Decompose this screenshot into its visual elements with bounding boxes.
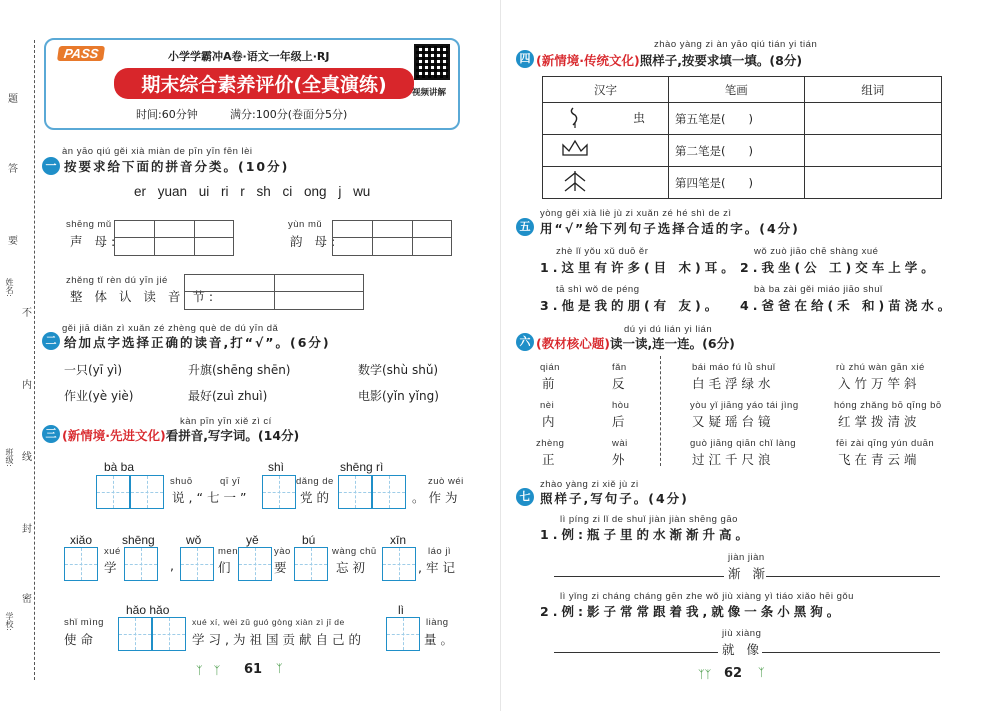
oracle-bone-mu-icon xyxy=(543,167,667,195)
q6-py: bái máo fú lǜ shuǐ xyxy=(692,362,776,373)
q6-phrase[interactable]: 红掌拨清波 xyxy=(838,414,921,429)
series-label: 小学学霸冲A卷·语文一年级上·RJ xyxy=(168,50,330,63)
q1-shengmu-pinyin: shēng mǔ xyxy=(66,219,112,230)
table-row xyxy=(543,103,942,135)
tianzige-box[interactable] xyxy=(338,475,372,509)
q3-text: 说,“七一” xyxy=(172,490,251,505)
q1-number: 一 xyxy=(42,157,60,175)
q6-title: 读一读,连一连。(6分) xyxy=(609,336,735,351)
q3-title: 看拼音,写字词。(14分) xyxy=(165,428,300,443)
table-header: 组词 xyxy=(804,77,941,103)
q6-py: rù zhú wàn gān xié xyxy=(836,362,925,373)
stroke-table xyxy=(542,76,942,199)
side-char: 封 xyxy=(22,524,32,535)
answer-line[interactable] xyxy=(554,576,724,577)
q2-title: 给加点字选择正确的读音,打“√”。(6分) xyxy=(64,335,331,350)
side-char: 要 xyxy=(8,236,18,247)
q6-word[interactable]: 外 xyxy=(612,452,629,467)
q7-w2-pinyin: jiù xiàng xyxy=(722,628,762,639)
q5-pinyin: yòng gěi xià liè jù zi xuǎn zé hé shì de zì xyxy=(540,208,732,219)
q6-py: guò jiāng qiān chǐ làng xyxy=(690,438,797,449)
q3-py: yě xyxy=(246,533,259,547)
sprout-icon: ᛉᛉ xyxy=(698,668,712,681)
q6-pinyin: dú yi dú lián yi lián xyxy=(624,324,713,335)
q4-number: 四 xyxy=(516,50,534,68)
tianzige-box[interactable] xyxy=(124,547,158,581)
cut-line xyxy=(34,40,35,680)
q3-py: shuō xyxy=(170,476,193,487)
q6-word[interactable]: 内 xyxy=(542,414,559,429)
q3-py: shēng rì xyxy=(340,460,384,474)
q7-example-2: 2.例:影子常常跟着我,就像一条小黑狗。 xyxy=(540,604,844,619)
q3-py: wàng chū xyxy=(332,546,377,557)
table-header: 汉字 xyxy=(543,77,669,103)
header-card xyxy=(44,38,460,130)
answer-line[interactable] xyxy=(554,652,718,653)
q5-s4-pinyin: bà ba zài gěi miáo jiāo shuǐ xyxy=(754,284,883,295)
q6-py: wài xyxy=(612,438,628,449)
q5-sentence-1[interactable]: 1.这里有许多(目 木)耳。 xyxy=(540,260,738,275)
side-char: 不 xyxy=(22,308,32,319)
word-cell[interactable] xyxy=(804,135,941,167)
q6-py: fēi zài qīng yún duān xyxy=(836,438,935,449)
q4-pinyin: zhào yàng zi àn yāo qiú tián yi tián xyxy=(654,39,818,50)
answer-line[interactable] xyxy=(762,652,940,653)
q3-py: shēng xyxy=(122,533,155,547)
sprout-icon: ᛉ ᛉ xyxy=(196,664,221,677)
q3-title-row xyxy=(62,426,299,444)
stroke-cell[interactable]: 第五笔是( ) xyxy=(668,103,804,135)
q7-w1-pinyin: jiàn jiàn xyxy=(728,552,765,563)
q1-shengmu-grid[interactable] xyxy=(114,220,234,256)
q3-py: men xyxy=(218,546,238,557)
q3-py: xiǎo xyxy=(70,533,93,547)
q5-s3-pinyin: tā shì wǒ de péng xyxy=(556,284,640,295)
answer-line[interactable] xyxy=(766,576,940,577)
q3-py: hǎo hǎo xyxy=(126,603,170,617)
q3-py: xīn xyxy=(390,533,407,547)
q3-tag: (新情境·先进文化) xyxy=(62,428,166,443)
q3-text: 。作为 xyxy=(412,490,462,505)
q3-py: shì xyxy=(268,460,285,474)
q3-py: lì xyxy=(398,603,404,617)
q6-word[interactable]: 正 xyxy=(542,452,559,467)
q3-py: liàng xyxy=(426,617,449,628)
q6-py: qián xyxy=(540,362,560,373)
q3-text: 党的 xyxy=(300,490,334,505)
q6-py: hòu xyxy=(612,400,630,411)
tianzige-box[interactable] xyxy=(386,617,420,651)
q6-py: nèi xyxy=(540,400,555,411)
tianzige-box[interactable] xyxy=(382,547,416,581)
q6-phrase[interactable]: 入竹万竿斜 xyxy=(838,376,921,391)
table-row xyxy=(543,167,942,199)
q3-text: 们 xyxy=(218,560,235,575)
sprout-icon: ᛉ xyxy=(276,662,283,675)
time-label: 时间:60分钟 xyxy=(136,108,198,121)
q5-s2-pinyin: wǒ zuò jiāo chē shàng xué xyxy=(754,246,879,257)
q3-py: qī yī xyxy=(220,476,241,487)
char-cell xyxy=(543,135,669,167)
q6-word[interactable]: 后 xyxy=(612,414,629,429)
q1-zhengti-grid[interactable] xyxy=(184,274,364,310)
word-cell[interactable] xyxy=(804,103,941,135)
q6-phrase[interactable]: 又疑瑶台镜 xyxy=(692,414,775,429)
table-header: 笔画 xyxy=(668,77,804,103)
q1-pinyin: àn yāo qiú gěi xià miàn de pīn yīn fēn lèi xyxy=(62,146,253,157)
q1-zhengti-label: 整 体 认 读 音 节: xyxy=(70,289,218,304)
score-label: 满分:100分(卷面分5分) xyxy=(230,108,348,121)
q3-py: wǒ xyxy=(186,533,202,547)
q6-word[interactable]: 反 xyxy=(612,376,629,391)
side-char: 内 xyxy=(22,380,32,391)
q3-text: ,牢记 xyxy=(418,560,459,575)
table-row xyxy=(543,135,942,167)
tianzige-box[interactable] xyxy=(372,475,406,509)
q7-word-2: 就 像 xyxy=(722,642,763,657)
name-label: 姓名: xyxy=(5,278,14,297)
q4-title: 照样子,按要求填一填。(8分) xyxy=(639,53,803,68)
q5-sentence-3[interactable]: 3.他是我的朋(有 友)。 xyxy=(540,298,722,313)
school-label: 学校: xyxy=(5,612,14,631)
q7-example-1: 1.例:瓶子里的水渐渐升高。 xyxy=(540,527,752,542)
q1-yunmu-grid[interactable] xyxy=(332,220,452,256)
q3-text: 要 xyxy=(274,560,291,575)
tianzige-box[interactable] xyxy=(262,475,296,509)
page-divider xyxy=(500,0,501,711)
q2-item[interactable]: 升旗(shēng shēn) xyxy=(188,363,291,377)
side-char: 线 xyxy=(22,452,32,463)
q2-item[interactable]: 电影(yǐn yǐng) xyxy=(358,389,439,403)
q2-pinyin: gěi jiā diǎn zì xuǎn zé zhèng què de dú yīn dǎ xyxy=(62,323,279,334)
q5-sentence-4[interactable]: 4.爸爸在给(禾 和)苗浇水。 xyxy=(740,298,955,313)
q3-text: 使命 xyxy=(64,632,98,647)
q3-py: shǐ mìng xyxy=(64,617,104,628)
q3-text: 忘初 xyxy=(336,560,370,575)
q7-e2-pinyin: lì yǐng zi cháng cháng gēn zhe wǒ jiù xiàng yì tiáo xiǎo hēi gǒu xyxy=(560,591,854,602)
class-label: 班级: xyxy=(5,448,14,467)
q6-py: hóng zhǎng bō qīng bō xyxy=(834,400,942,411)
char-cell xyxy=(543,103,669,135)
q3-py: bà ba xyxy=(104,460,135,474)
q2-item[interactable]: 作业(yè yiè) xyxy=(64,389,134,403)
q6-divider xyxy=(660,356,661,466)
q6-phrase[interactable]: 飞在青云端 xyxy=(838,452,921,467)
q6-py: yòu yǐ jiāng yáo tái jìng xyxy=(690,400,799,411)
q3-py: dǎng de xyxy=(296,476,334,487)
stroke-cell[interactable]: 第二笔是( ) xyxy=(668,135,804,167)
q3-comma: , xyxy=(170,558,178,573)
q5-s1-pinyin: zhè lǐ yǒu xǔ duō ěr xyxy=(556,246,649,257)
q4-tag: (新情境·传统文化) xyxy=(536,53,640,68)
q3-text: 量。 xyxy=(424,632,458,647)
side-char: 答 xyxy=(8,164,18,175)
q2-number: 二 xyxy=(42,332,60,350)
q2-item[interactable]: 最好(zuì zhuì) xyxy=(188,389,268,403)
page-title: 期末综合素养评价(全真演练) xyxy=(114,68,414,99)
q7-pinyin: zhào yàng zi xiě jù zi xyxy=(540,479,639,490)
tianzige-box[interactable] xyxy=(64,547,98,581)
page-number-left: 61 xyxy=(244,662,263,677)
q6-number: 六 xyxy=(516,333,534,351)
q6-py: zhèng xyxy=(536,438,565,449)
tianzige-box[interactable] xyxy=(130,475,164,509)
q6-tag: (教材核心题) xyxy=(536,336,610,351)
q1-items: er yuan ui ri r sh ci ong j wu xyxy=(134,184,371,199)
tianzige-box[interactable] xyxy=(152,617,186,651)
q3-py: xué xyxy=(104,546,121,557)
q7-number: 七 xyxy=(516,488,534,506)
char-text: 虫 xyxy=(633,111,646,125)
sprout-icon: ᛉ xyxy=(758,666,765,679)
q1-zhengti-pinyin: zhěng tǐ rèn dú yīn jié xyxy=(66,275,168,286)
tianzige-box[interactable] xyxy=(180,547,214,581)
tianzige-box[interactable] xyxy=(238,547,272,581)
q7-e1-pinyin: lì píng zi lǐ de shuǐ jiàn jiàn shēng gāo xyxy=(560,514,738,525)
side-char: 密 xyxy=(22,594,32,605)
q6-phrase[interactable]: 白毛浮绿水 xyxy=(692,376,775,391)
q7-title: 照样子,写句子。(4分) xyxy=(540,491,689,506)
q6-phrase[interactable]: 过江千尺浪 xyxy=(692,452,775,467)
q3-number: 三 xyxy=(42,425,60,443)
q3-text: 学 xyxy=(104,560,121,575)
q6-py: fǎn xyxy=(612,362,627,373)
q5-number: 五 xyxy=(516,218,534,236)
q1-yunmu-pinyin: yùn mǔ xyxy=(288,219,323,230)
q1-title: 按要求给下面的拼音分类。(10分) xyxy=(64,159,290,174)
oracle-bone-shan-icon xyxy=(543,135,667,163)
q5-sentence-2[interactable]: 2.我坐(公 工)交车上学。 xyxy=(740,260,938,275)
qr-label: 视频讲解 xyxy=(412,88,447,98)
tianzige-box[interactable] xyxy=(118,617,152,651)
pass-logo: PASS xyxy=(57,46,106,61)
side-char: 题 xyxy=(8,94,18,105)
q6-title-row xyxy=(536,334,735,352)
q3-text: 学习,为祖国贡献自己的 xyxy=(192,632,365,647)
q2-item[interactable]: 一只(yī yì) xyxy=(64,363,123,377)
oracle-bone-chong-icon xyxy=(543,103,667,131)
q2-item[interactable]: 数学(shù shǔ) xyxy=(358,363,439,377)
q4-title-row xyxy=(536,51,802,69)
char-cell xyxy=(543,167,669,199)
word-cell[interactable] xyxy=(804,167,941,199)
stroke-cell[interactable]: 第四笔是( ) xyxy=(668,167,804,199)
q7-word-1: 渐 渐 xyxy=(728,566,769,581)
q3-py: xué xí, wèi zǔ guó gòng xiàn zì jǐ de xyxy=(192,617,345,627)
page-number-right: 62 xyxy=(724,666,743,681)
q3-py: yào xyxy=(274,546,291,557)
q3-pinyin: kàn pīn yīn xiě zì cí xyxy=(180,416,272,427)
q3-py: zuò wéi xyxy=(428,476,464,487)
q6-word[interactable]: 前 xyxy=(542,376,559,391)
q3-py: bú xyxy=(302,533,316,547)
qr-code[interactable] xyxy=(414,44,450,80)
tianzige-box[interactable] xyxy=(294,547,328,581)
tianzige-box[interactable] xyxy=(96,475,130,509)
q1-yunmu-label: 韵 母: xyxy=(290,234,340,249)
q5-title: 用“√”给下列句子选择合适的字。(4分) xyxy=(540,221,800,236)
q1-shengmu-label: 声 母: xyxy=(70,234,120,249)
q3-py: láo jì xyxy=(428,546,452,557)
